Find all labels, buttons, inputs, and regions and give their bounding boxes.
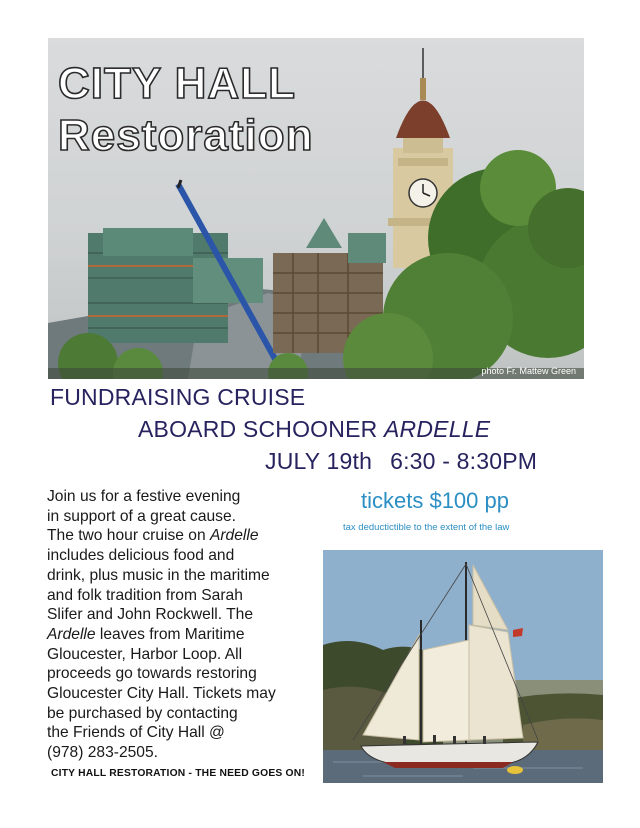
- body-line: Slifer and John Rockwell. The: [47, 606, 254, 624]
- body-text: The two hour cruise on: [47, 527, 210, 545]
- hero-title: [58, 58, 313, 162]
- heading-aboard-schooner: [138, 416, 490, 443]
- photo-credit: photo Fr. Mattew Green: [481, 366, 576, 376]
- ship-name-italic: Ardelle: [209, 527, 259, 545]
- body-line: and folk tradition from Sarah: [47, 586, 243, 604]
- body-line: proceeds go towards restoring: [47, 665, 257, 683]
- ship-name-italic: Ardelle: [47, 625, 96, 643]
- tagline: CITY HALL RESTORATION - THE NEED GOES ON!: [51, 768, 306, 779]
- heading-time: 6:30 - 8:30PM: [390, 448, 538, 474]
- schooner-photo: [323, 550, 603, 783]
- hero-title-line1: CITY HALL: [58, 59, 296, 108]
- body-line: in support of a great cause.: [47, 507, 236, 525]
- heading-ship-name: ARDELLE: [384, 416, 491, 442]
- body-line: includes delicious food and: [47, 547, 235, 565]
- body-line: [47, 625, 319, 645]
- body-line: drink, plus music in the maritime: [47, 566, 270, 584]
- heading-date-time: [265, 448, 537, 475]
- heading-date: JULY 19th: [265, 448, 373, 474]
- body-line: (978) 283-2505.: [47, 744, 158, 762]
- ticket-price: tickets $100 pp: [361, 488, 509, 513]
- body-line: be purchased by contacting: [47, 704, 238, 722]
- heading-fundraising-cruise: FUNDRAISING CRUISE: [50, 384, 306, 410]
- body-line: [47, 526, 319, 546]
- hero-photo: [48, 38, 584, 379]
- body-line: the Friends of City Hall @: [47, 724, 225, 742]
- schooner-illustration: [323, 550, 603, 783]
- heading-aboard-prefix: ABOARD SCHOONER: [138, 416, 385, 442]
- hero-title-line2: Restoration: [58, 111, 314, 160]
- event-description: [47, 487, 319, 763]
- body-line: Join us for a festive evening: [47, 488, 241, 505]
- tax-note: tax deductictible to the extent of the law: [343, 522, 510, 533]
- body-line: Gloucester City Hall. Tickets may: [47, 685, 276, 703]
- body-text: leaves from Maritime: [95, 625, 245, 643]
- body-line: Gloucester, Harbor Loop. All: [47, 645, 243, 663]
